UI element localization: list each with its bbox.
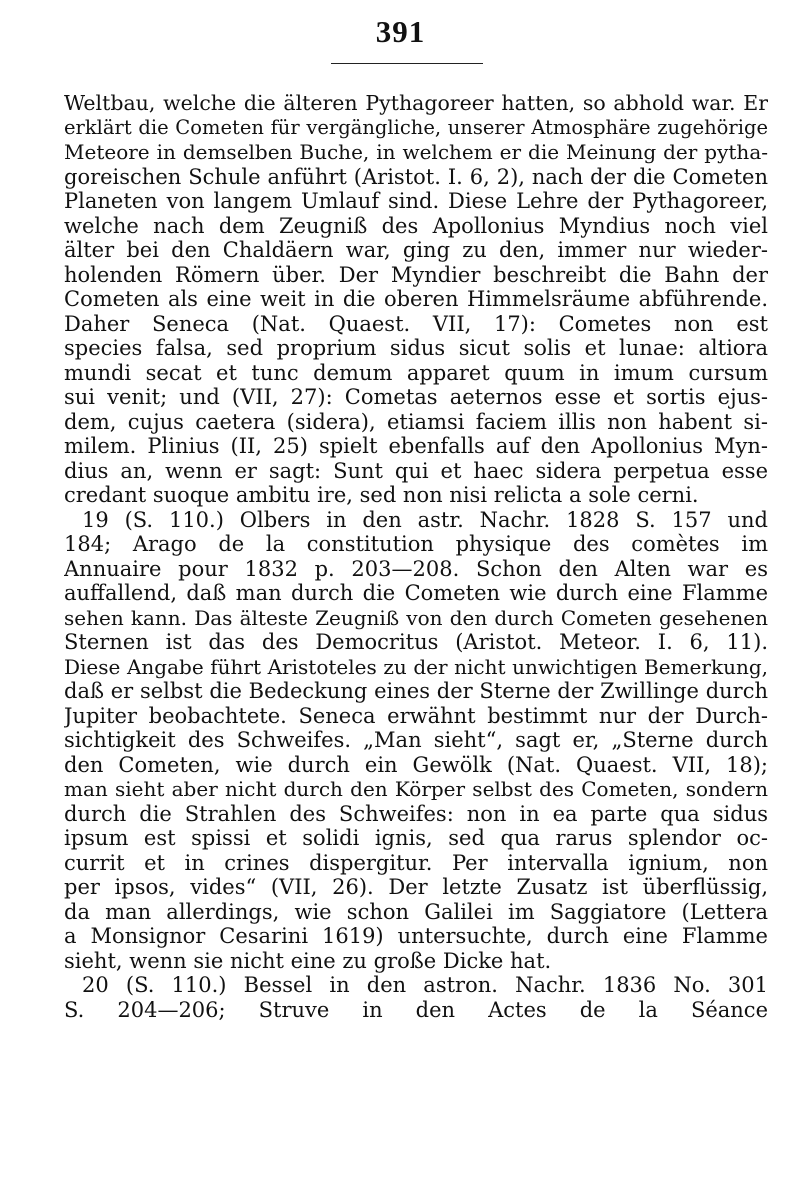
- text-line: erklärt die Cometen für vergängliche, unserer Atmosphäre zugehörige: [64, 115, 768, 139]
- text-line: Jupiter beobachtete. Seneca erwähnt bestimmt nur der Durch-: [64, 703, 768, 728]
- text-line: S. 204—206; Struve in den Actes de la Séance: [64, 997, 768, 1022]
- text-line: milem. Plinius (II, 25) spielt ebenfalls auf den Apollonius Myn-: [64, 434, 768, 458]
- text-line: 184; Arago de la constitution physique des comètes im: [64, 532, 768, 556]
- text-line: dem, cujus caetera (sidera), etiamsi faciem illis non habent si-: [64, 409, 768, 434]
- text-line: mundi secat et tunc demum apparet quum in imum cursum: [64, 360, 768, 385]
- text-line: sui venit; und (VII, 27): Cometas aeternos esse et sortis ejus-: [64, 385, 768, 409]
- text-line: man sieht aber nicht durch den Körper selbst des Cometen, sondern: [64, 777, 768, 801]
- text-line: den Cometen, wie durch ein Gewölk (Nat. Quaest. VII, 18);: [64, 752, 768, 777]
- text-line: Cometen als eine weit in die oberen Himmelsräume abführende.: [64, 287, 768, 311]
- text-line: Sternen ist das des Democritus (Aristot. Meteor. I. 6, 11).: [64, 630, 768, 654]
- text-line: credant suoque ambitu ire, sed non nisi relicta a sole cerni.: [64, 483, 699, 507]
- text-line: ipsum est spissi et solidi ignis, sed qua rarus splendor oc-: [64, 826, 768, 850]
- text-line: per ipsos, vides“ (VII, 26). Der letzte Zusatz ist überflüssig,: [64, 875, 768, 899]
- text-line: Meteore in demselben Buche, in welchem er die Meinung der pytha-: [64, 140, 768, 164]
- text-line: sehen kann. Das älteste Zeugniß von den durch Cometen gesehenen: [64, 605, 768, 630]
- text-line: 20 (S. 110.) Bessel in den astron. Nachr. 1836 No. 301: [82, 973, 768, 997]
- text-line: Annuaire pour 1832 p. 203—208. Schon den Alten war es: [64, 556, 768, 581]
- text-line: species falsa, sed proprium sidus sicut solis et lunae: altiora: [64, 336, 768, 360]
- header-rule: [331, 63, 483, 64]
- text-line: Daher Seneca (Nat. Quaest. VII, 17): Cometes non est: [64, 311, 768, 336]
- text-line: Weltbau, welche die älteren Pythagoreer hatten, so abhold war. Er: [64, 91, 768, 115]
- text-line: durch die Strahlen des Schweifes: non in ea parte qua sidus: [64, 801, 768, 826]
- text-line: 19 (S. 110.) Olbers in den astr. Nachr. 1828 S. 157 und: [82, 507, 768, 532]
- text-line: sieht, wenn sie nicht eine zu große Dicke hat.: [64, 948, 552, 973]
- page-number: 391: [375, 14, 426, 49]
- text-line: sichtigkeit des Schweifes. „Man sieht“, sagt er, „Sterne durch: [64, 728, 768, 752]
- text-line: auffallend, daß man durch die Cometen wie durch eine Flamme: [64, 581, 768, 605]
- text-line: Diese Angabe führt Aristoteles zu der nicht unwichtigen Bemerkung,: [64, 654, 768, 679]
- text-line: da man allerdings, wie schon Galilei im Saggiatore (Lettera: [64, 899, 768, 924]
- text-line: welche nach dem Zeugniß des Apollonius Myndius noch viel: [64, 213, 768, 238]
- body-text: [64, 91, 768, 1022]
- text-line: Planeten von langem Umlauf sind. Diese Lehre der Pythagoreer,: [64, 189, 768, 213]
- text-line: goreischen Schule anführt (Aristot. I. 6, 2), nach der die Cometen: [64, 164, 768, 189]
- text-line: a Monsignor Cesarini 1619) untersuchte, durch eine Flamme: [64, 924, 768, 948]
- text-line: currit et in crines dispergitur. Per intervalla ignium, non: [64, 850, 768, 875]
- text-line: älter bei den Chaldäern war, ging zu den, immer nur wieder-: [64, 238, 768, 262]
- text-line: daß er selbst die Bedeckung eines der Sterne der Zwillinge durch: [64, 679, 768, 703]
- text-line: dius an, wenn er sagt: Sunt qui et haec sidera perpetua esse: [64, 458, 768, 483]
- text-line: holenden Römern über. Der Myndier beschreibt die Bahn der: [64, 262, 768, 287]
